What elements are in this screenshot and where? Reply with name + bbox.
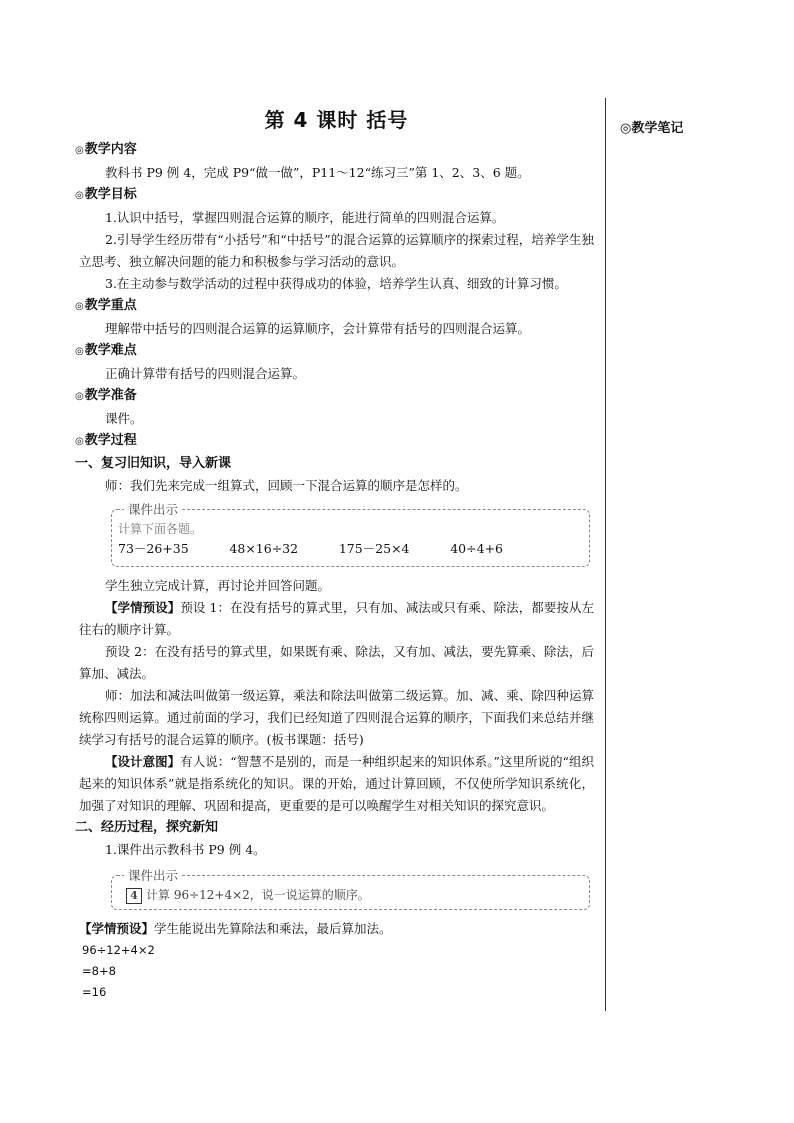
- difficulty-text: 正确计算带有括号的四则混合运算。: [105, 366, 306, 381]
- section-heading-content: ◎教学内容: [75, 142, 137, 157]
- page-title: 第 4 课时 括号: [264, 108, 409, 132]
- section-heading-difficulty: ◎教学难点: [75, 343, 137, 358]
- lesson-plan: [75, 98, 594, 1003]
- section-heading-goals: ◎教学目标: [75, 187, 137, 202]
- section-heading-process: ◎教学过程: [75, 433, 137, 448]
- courseware-box: [111, 502, 590, 567]
- key-text: 理解带中括号的四则混合运算的运算顺序，会计算带有括号的四则混合运算。: [105, 321, 531, 336]
- courseware-label: 课件出示: [124, 866, 182, 884]
- prep-text: 课件。: [105, 411, 143, 426]
- teacher-text: 师：加法和减法叫做第一级运算，乘法和除法叫做第二级运算。加、减、乘、除四种运算统称四则运算。通过前面的学习，我们已经知道了四则混合运算的顺序，下面我们来总结并继续学习有括号的混合运算的顺序。(板书课题：括号): [79, 688, 594, 747]
- goal-item: 3.在主动参与数学活动的过程中获得成功的体验，培养学生认真、细致的计算习惯。: [105, 276, 567, 291]
- section-heading-prep: ◎教学准备: [75, 388, 137, 403]
- notes-title: ◎教学笔记: [620, 121, 684, 136]
- preset-2: 预设 2：在没有括号的算式里，如果既有乘、除法，又有加、减法，要先算乘、除法，后算加、减法。: [79, 644, 594, 681]
- design-intent: 【设计意图】有人说：“智慧不是别的，而是一种组织起来的知识体系。”这里所说的“组织起来的知识体系”就是指系统化的知识。课的开始，通过计算回顾，不仅使所学知识系统化，加强了对知识的理解、巩固和提高，更重要的是可以唤醒学生对相关知识的探究意识。: [79, 754, 594, 813]
- section-marker-icon: ◎: [75, 436, 84, 447]
- content-text: 教科书 P9 例 4，完成 P9“做一做”，P11～12“练习三”第 1、2、3、6 题。: [105, 165, 530, 180]
- expression: 48×16÷32: [229, 541, 299, 556]
- part1-intro: 师：我们先来完成一组算式，回顾一下混合运算的顺序是怎样的。: [105, 478, 468, 493]
- preset-1: 【学情预设】预设 1：在没有括号的算式里，只有加、减法或只有乘、除法，都要按从左往右的顺序计算。: [79, 600, 594, 637]
- goal-item: 2.引导学生经历带有“小括号”和“中括号”的混合运算的运算顺序的探索过程，培养学生独立思考、独立解决问题的能力和积极参与学习活动的意识。: [79, 232, 594, 269]
- design-tag: 【设计意图】: [105, 754, 181, 769]
- example-number-badge: 4: [126, 888, 142, 904]
- section-marker-icon: ◎: [75, 346, 84, 357]
- part1-after: 学生独立完成计算，再讨论并回答问题。: [105, 578, 331, 593]
- part2-heading: 二、经历过程，探究新知: [75, 820, 219, 835]
- section-marker-icon: ◎: [75, 190, 84, 201]
- courseware-label: 课件出示: [124, 500, 182, 518]
- calc-step: =16: [82, 985, 107, 999]
- preset-tag: 【学情预设】: [105, 600, 181, 615]
- expression: 40÷4+6: [450, 541, 503, 556]
- courseware-box-example: [111, 868, 590, 910]
- goal-item: 1.认识中括号，掌握四则混合运算的顺序，能进行简单的四则混合运算。: [105, 210, 505, 225]
- courseware-instruction: 计算下面各题。: [118, 522, 203, 536]
- section-marker-icon: ◎: [75, 301, 84, 312]
- preset-tag: 【学情预设】: [79, 921, 155, 936]
- section-marker-icon: ◎: [75, 145, 84, 156]
- example-text: 计算 96÷12+4×2，说一说运算的顺序。: [146, 888, 370, 902]
- expression: 73－26+35: [118, 541, 189, 556]
- part2-item1: 1.课件出示教科书 P9 例 4。: [105, 842, 266, 857]
- calc-step: 96÷12+4×2: [82, 943, 155, 957]
- calc-step: =8+8: [82, 964, 116, 978]
- expression-list: [118, 538, 583, 560]
- section-marker-icon: ◎: [75, 391, 84, 402]
- notes-column-divider: [605, 98, 606, 1011]
- part2-preset: 【学情预设】学生能说出先算除法和乘法，最后算加法。: [79, 921, 392, 936]
- section-heading-key: ◎教学重点: [75, 298, 137, 313]
- part1-heading: 一、复习旧知识，导入新课: [75, 456, 232, 471]
- expression: 175－25×4: [338, 541, 410, 556]
